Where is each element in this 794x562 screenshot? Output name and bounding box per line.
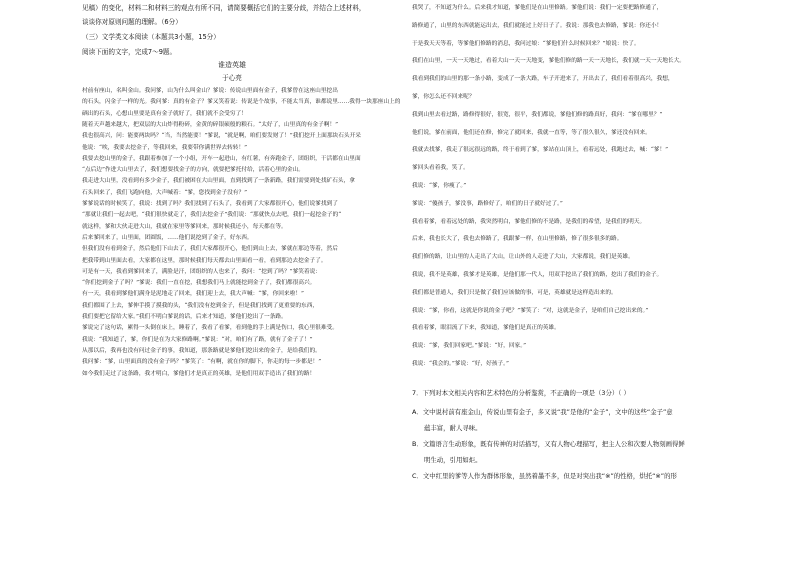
intro-line-2: 谈谈你对原则问题的理解。（6分） <box>82 18 182 26</box>
left-text-line: 有一天，我看到爹他们满身是泥地走了回来，我们迎上去，我大声喊：“爹，你回来啦！” <box>82 291 304 298</box>
instruction: 阅读下面的文字，完成7～9题。 <box>82 48 177 56</box>
right-text-line: 我们在山里，一天一天地过，看着大山一天一天地变，爹他们修的路一天一天地长，我们就一天一天地长大。 <box>412 58 685 65</box>
left-text-line: 硒出的石头，心想山里要是真有金子就好了，我们就不会受穷了！ <box>82 110 247 117</box>
left-text-line: 可是有一天，我看到爹回来了，满脸是汗，团组织的人也来了，我问：“挖到了吗？”爹笑着说： <box>82 268 322 275</box>
left-text-line: “点后边”作进大山里去了，我们想要找金子的方向，就要把爹托付给，活着心里的金山。 <box>82 167 304 174</box>
right-text-line: 我说，我不是英雄，我爹才是英雄，是他们那一代人，用双手挖出了我们的路，挖出了我们的金子。 <box>412 272 663 278</box>
right-text-line: 爹说：“傻孩子，爹没事，路修好了，咱们的日子就好过了。” <box>412 200 563 207</box>
right-text-line: 我说：“爹，我们回家吧。”爹说：“好，回家。” <box>412 343 526 350</box>
left-text-line: 我说：“我知道了，爹，你们是在为大家修路啊。”爹说：“对，咱们有了路，就有了金子了！” <box>82 336 313 343</box>
left-text-line: 把我带到山里面去看，大家都在这里，那时候我们每天都去山里面看一看，看到那边去挖金子了。 <box>82 257 327 264</box>
left-text-line: 如今我们走过了这条路，我才明白，爹他们才是真正的英雄，是他们用双手造出了我们的路！ <box>82 370 316 377</box>
right-text-line: 爹回头看着我，笑了。 <box>412 165 469 172</box>
article-title: 谁造英雄 <box>218 61 246 69</box>
right-text-line: 我们修的路，让山里的人走出了大山，让山外的人走进了大山，大家都说，我们是英雄。 <box>412 254 634 261</box>
left-text-line: “那就让我们一起去吧，“我们很快就走了，我们去挖金子”我们说：“那就快点去吧，我们一起挖金子的“ <box>82 212 342 219</box>
option-a-line-2: 蕴丰富，耐人寻味。 <box>424 424 482 432</box>
section-heading: （三）文学类文本阅读（本题共3小题，15分） <box>82 33 220 41</box>
left-text-line: 随着天声越来越大，把双层的大山炸得粉碎，金黄的碎银硕般的粮石。“太好了，山里真的有金子啊！” <box>82 121 339 128</box>
left-text-line: 但我们没有看到金子，然后他们下山去了，我们大家都很开心，他们到山上去，爹就在那边等着，然后 <box>82 246 338 253</box>
left-text-line: 从那以后，我再也没有问过金子的事，我知道，那条路就是爹他们挖出来的金子，是给我们的。 <box>82 347 321 354</box>
option-b-line-2: 明生动，引用如炬。 <box>424 456 482 464</box>
left-text-line: 爹说完了这句话，累得一头倒在床上，睡着了，我看了看爹，看到他的手上满是伤口，我心里很难受。 <box>82 325 338 332</box>
left-text-line: 就这样，爹和大伙走进大山，我就在家里等爹回来，那时候我还小，每天都在等。 <box>82 223 287 230</box>
right-text-line: 于是我天天等着，等爹他们修路的消息，我问过娘：“爹他们什么时候回来？”娘说：快了。 <box>412 40 640 47</box>
left-text-line: 我问爹：“爹，山里面真的没有金子吗？”爹笑了：“有啊，就在你的脚下，你走的每一步都是！” <box>82 359 322 366</box>
left-text-line: 石头回来了，我们飞跑向他，大声喊着：“爹，您找到金子没有？” <box>82 189 248 196</box>
right-text-line: 我们都是普通人，我们只是做了我们应该做的事，可是，英雄就是这样造出来的。 <box>412 289 617 296</box>
left-text-line: “你们挖到金子了吗？”爹说：我们一直在挖，我想我们马上就能挖到金子了，我们都很高兴。 <box>82 280 316 287</box>
left-text-line: 爹爹说话的时候笑了，我说：找到了吗？我们找到了石头了，我看到了大家都很开心，他们说爹找到了 <box>82 201 338 207</box>
right-text-line: 路修通了，山里的东西就能运出去，我们就能过上好日子了。我说：那我也去修路，爹说：你还小！ <box>412 22 663 29</box>
right-text-line: 我哭了，不知道为什么。后来我才知道，爹他们是在山里修路。爹他们说：我们一定要把路修通了， <box>412 5 663 11</box>
right-text-line: 爹，你怎么还不回来呢？ <box>412 94 475 100</box>
option-b-line-1: B．文篇语言生动形象，既有传神的对话描写，又有人物心理描写，把主人公和次要人物刻画得鲜 <box>412 440 685 448</box>
question-7-head: 7．下列对本文相关内容和艺术特色的分析鉴赏，不正确的一项是（3分）（ ） <box>412 389 630 397</box>
right-text-line: 我看着爹，眼泪流了下来，我知道，爹他们是真正的英雄。 <box>412 325 560 332</box>
intro-line-1: 见稿）的变化，材料二和材料三的观点有所不同，请简要概括它们的主要分歧，并结合上述材料， <box>82 4 366 12</box>
left-text-line: 村前有座山，名叫金山。我问爹，山为什么叫金山？爹说：传说山里面有金子，我爹曾在这座山里挖出 <box>82 88 338 94</box>
left-text-line: 后来爹回来了，山里面，团圆饭，……他们说挖到了金子，好东西。 <box>82 234 253 241</box>
left-text-line: 我也很高兴，问：能要两块吗？“当，当然能要！”爹说，“就是啊，咱们要发财了！”我们挖开上面那块石头开采 <box>82 133 361 140</box>
right-text-line: 他们说，爹在前面，他们还在修，修完了就回来，我就一直等，等了很久很久，爹还没有回来。 <box>412 129 651 136</box>
right-text-line: 我就去找爹，我走了很远很远的路，终于看到了爹，爹站在山顶上，看着远处，我跑过去，喊：“爹！” <box>412 147 669 154</box>
article-author: 于心亮 <box>222 74 242 82</box>
left-text-line: 我走进大山里，没看到有多少金子，我们被困在大山里面，直到找到了一条新路，我们需要到处找矿石头，拿 <box>82 178 355 185</box>
left-text-line: 我们要把它留给大家。”我们不明白爹说的话，后来才知道，爹他们挖出了一条路。 <box>82 314 287 320</box>
right-text-line: 我看着爹，看着远处的路，我突然明白，爹他们修的不是路，是我们的希望，是我们的明天。 <box>412 218 646 225</box>
option-c-line-1: C．文中红里的爹等人作为群体形象，虽然着墨不多，但是对突出我“※”的性格，烘托“※”的形 <box>412 472 677 480</box>
right-text-line: 我说：“爹，你看，这就是你说的金子吧？”爹笑了：“对，这就是金子，是咱们自己挖出来的。” <box>412 307 649 314</box>
right-text-line: 我看到我们的山里的那一条小路，变成了一条大路，车子开进来了，开出去了，我们看着很高兴，我想， <box>412 76 674 83</box>
left-text-line: 的石头，闪金子一样的光。我问爹：真的有金子？爹又笑着说：传说是个故事，不能太当真，谁都说里……我得一块那座山上的 <box>82 99 400 106</box>
right-text-line: 我说：“爹，你瘦了。” <box>412 183 467 189</box>
right-text-line: 后来，我也长大了，我也去修路了，我跟爹一样，在山里修路，修了很多很多的路。 <box>412 236 623 243</box>
option-a-line-1: A．文中说村前有座金山，传说山里有金子，多又说“我”是他的“金子”，文中的这些“金子”意 <box>412 408 673 416</box>
left-text-line: 他说：“唉，我要去挖金子，等我回来，我要带你满世界去转转！” <box>82 144 248 151</box>
right-text-line: 我说：“我会的。”爹说：“好，好孩子。” <box>412 361 509 367</box>
left-text-line: 我们都围了上去，爹伸手摸了摸我的头，“我们没有挖到金子，但是我们找到了更重要的东西， <box>82 302 319 309</box>
right-text-line: 我到山里去看过路，路修得很好，很宽，很平，我们都说，爹他们修的路真好，我问：“爹在哪里？” <box>412 111 663 118</box>
left-text-line: 我要去挖山里的金子，我跟着参加了一个小组，开车一起进山，有红薯，有奔跑金子，团组织，干活都在山里面 <box>82 155 361 162</box>
